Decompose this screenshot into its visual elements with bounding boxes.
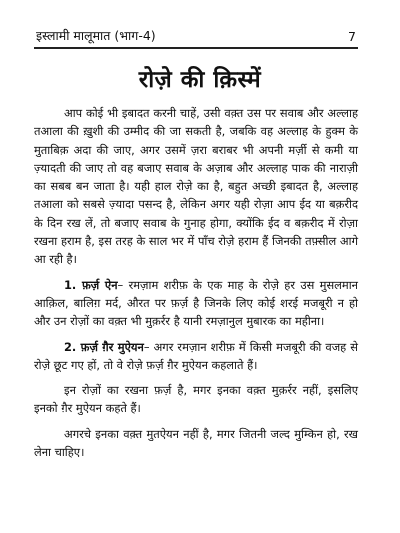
paragraph-3: इन रोज़ों का रखना फ़र्ज़ है, मगर इनका वक़्त मुक़र्रर नहीं, इसलिए इनको ग़ैर मुऐयन कहते हैं। [34, 383, 358, 416]
header-divider [34, 47, 358, 49]
paragraph-4: अगरचे इनका वक़्त मुतऐयन नहीं है, मगर जितनी जल्द मुम्किन हो, रख लेना चाहिए। [34, 426, 358, 460]
item-fard-ain-text: – रमज़ाम शरीफ़ के एक माह के रोज़े हर उस मुसलमान आक़िल, बालिग़ मर्द, औरत पर फ़र्ज़ है जिनके लिए कोई शरई मजबूरी न हो और उन रोज़ों का वक़्त भी मुक़र्रर है यानी रमज़ानुल मुबारक का महीना। [34, 277, 358, 329]
item-fard-ghair-muayyan-term: 2. फ़र्ज़ ग़ैर मुऐयन [64, 339, 144, 354]
chapter-title: रोज़े की क़िस्में [138, 67, 262, 93]
item-fard-ain-term: 1. फ़र्ज़ ऐन [64, 277, 118, 292]
intro-paragraph: आप कोई भी इबादत करनी चाहें, उसी वक़्त उस पर सवाब और अल्लाह तआला की ख़ुशी की उम्मीद की जा सकती है, जबकि वह अल्लाह के हुक्म के मुताबिक़ अदा की जाए, अगर उसमें ज़रा बराबर भी अपनी मर्ज़ी से कमी या ज़्यादती की जाए तो वह बजाए सवाब के अज़ाब और अल्लाह पाक की नाराज़ी का सबब बन जाता है। यही हाल रोज़े का है, बहुत अच्छी इबादत है, अल्लाह तआला को सबसे ज़्यादा पसन्द है, लेकिन अगर यही रोज़ा आप ईद या बक़रीद के दिन रख लें, तो बजाए सवाब के गुनाह होगा, क्योंकि ईद व बक़रीद में रोज़ा रखना हराम है, इस तरह के साल भर में पाँच रोज़े हराम हैं जिनकी तफ़्सील आगे आ रही है। [34, 106, 358, 267]
item-fard-ain [34, 276, 358, 331]
item-fard-ghair-muayyan [34, 338, 358, 375]
page-header [36, 22, 356, 44]
running-title: इस्लामी मालूमात (भाग-4) [36, 28, 156, 43]
item-fard-ghair-muayyan-text: – अगर रमज़ान शरीफ़ में किसी मजबूरी की वजह से रोज़े छूट गए हों, तो वे रोज़े फ़र्ज़ ग़ैर मुऐयन कहलाते हैं। [34, 339, 358, 372]
page-number: 7 [348, 29, 356, 44]
body-text [34, 104, 358, 468]
